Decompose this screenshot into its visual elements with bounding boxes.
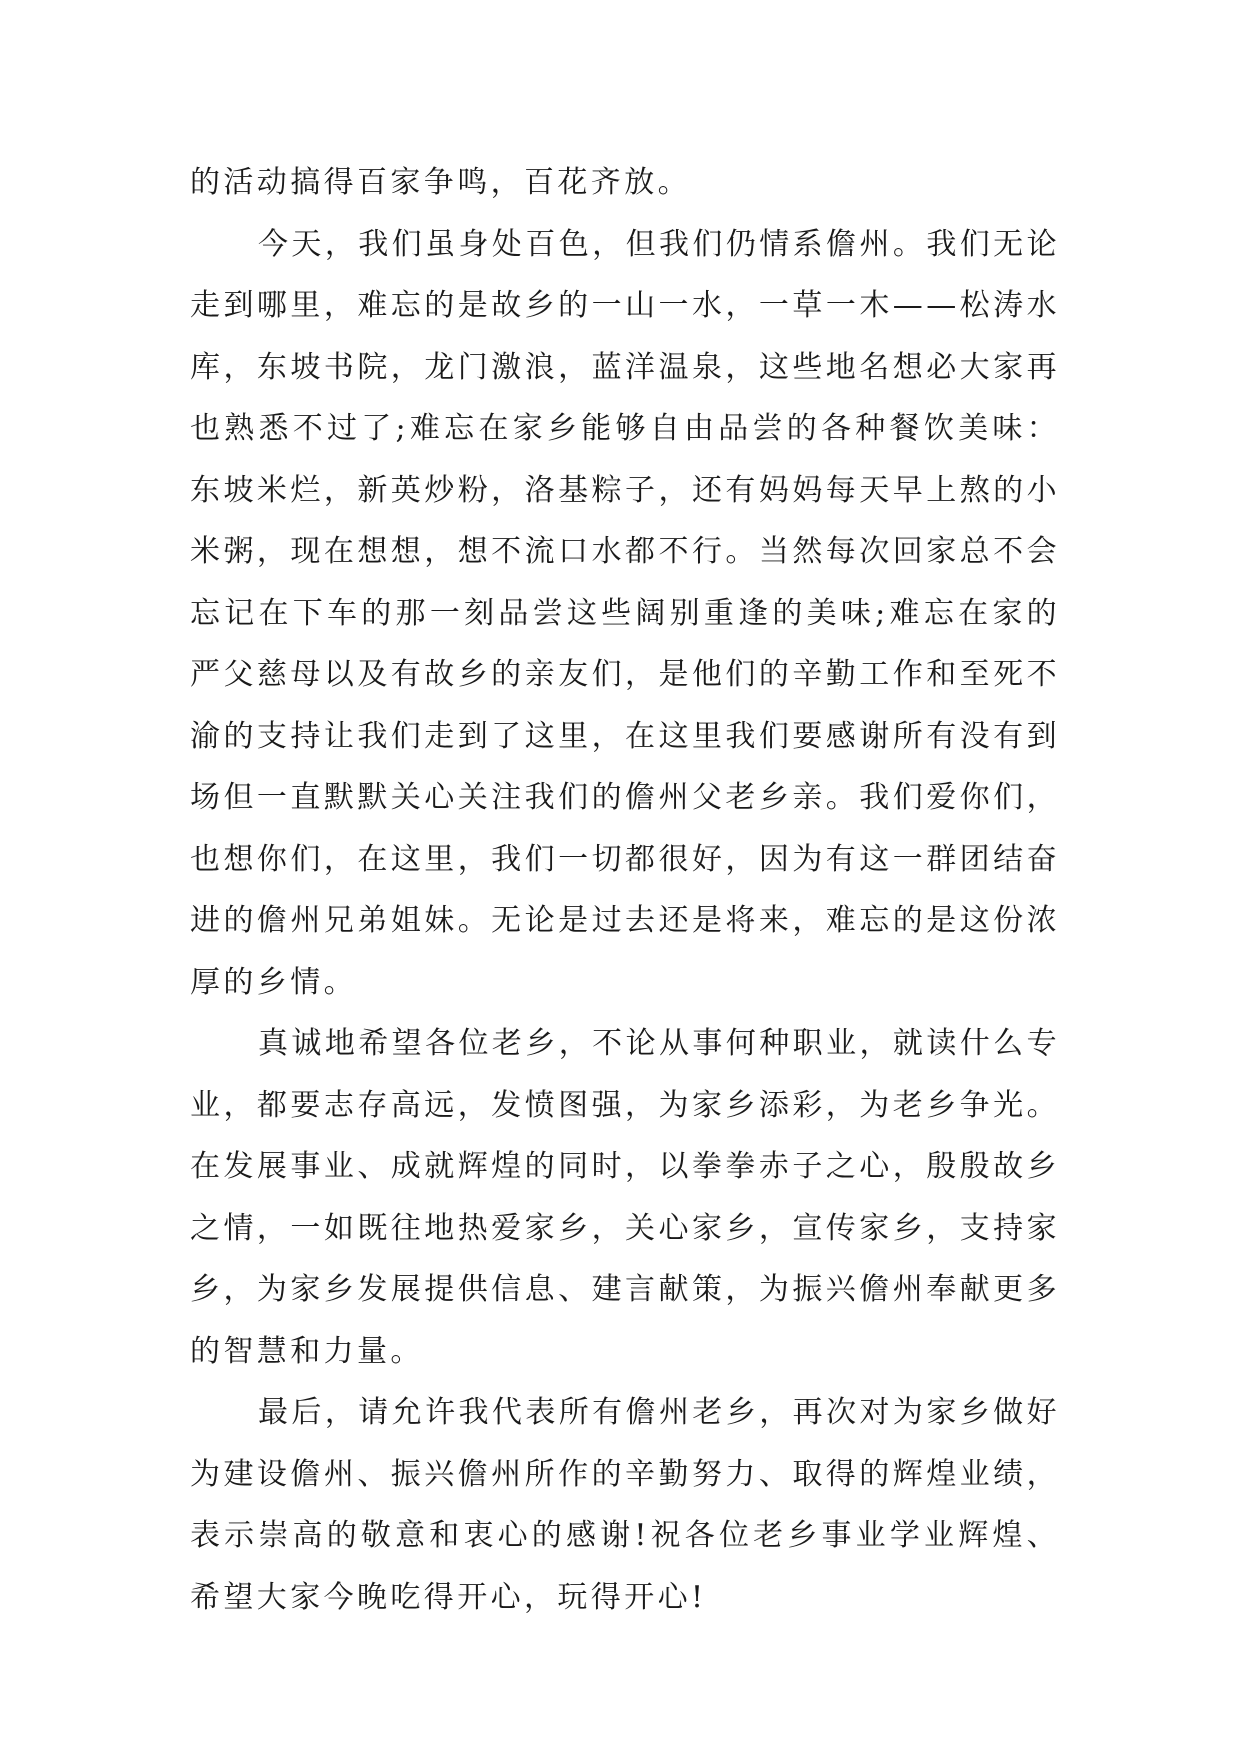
document-body	[190, 152, 1060, 1628]
paragraph-4: 最后，请允许我代表所有儋州老乡，再次对为家乡做好为建设儋州、振兴儋州所作的辛勤努力、取得的辉煌业绩，表示崇高的敬意和衷心的感谢!祝各位老乡事业学业辉煌、希望大家今晚吃得开心，玩得开心!	[190, 1395, 1060, 1615]
paragraph-2: 今天，我们虽身处百色，但我们仍情系儋州。我们无论走到哪里，难忘的是故乡的一山一水，一草一木——松涛水库，东坡书院，龙门激浪，蓝洋温泉，这些地名想必大家再也熟悉不过了;难忘在家乡能够自由品尝的各种餐饮美味：东坡米烂，新英炒粉，洛基粽子，还有妈妈每天早上熬的小米粥，现在想想，想不流口水都不行。当然每次回家总不会忘记在下车的那一刻品尝这些阔别重逢的美味;难忘在家的严父慈母以及有故乡的亲友们，是他们的辛勤工作和至死不渝的支持让我们走到了这里，在这里我们要感谢所有没有到场但一直默默关心关注我们的儋州父老乡亲。我们爱你们，也想你们，在这里，我们一切都很好，因为有这一群团结奋进的儋州兄弟姐妹。无论是过去还是将来，难忘的是这份浓厚的乡情。	[190, 226, 1060, 1000]
paragraph-1: 的活动搞得百家争鸣，百花齐放。	[190, 165, 691, 200]
paragraph-3: 真诚地希望各位老乡，不论从事何种职业，就读什么专业，都要志存高远，发愤图强，为家乡添彩，为老乡争光。在发展事业、成就辉煌的同时，以拳拳赤子之心，殷殷故乡之情，一如既往地热爱家乡，关心家乡，宣传家乡，支持家乡，为家乡发展提供信息、建言献策，为振兴儋州奉献更多的智慧和力量。	[190, 1026, 1060, 1369]
